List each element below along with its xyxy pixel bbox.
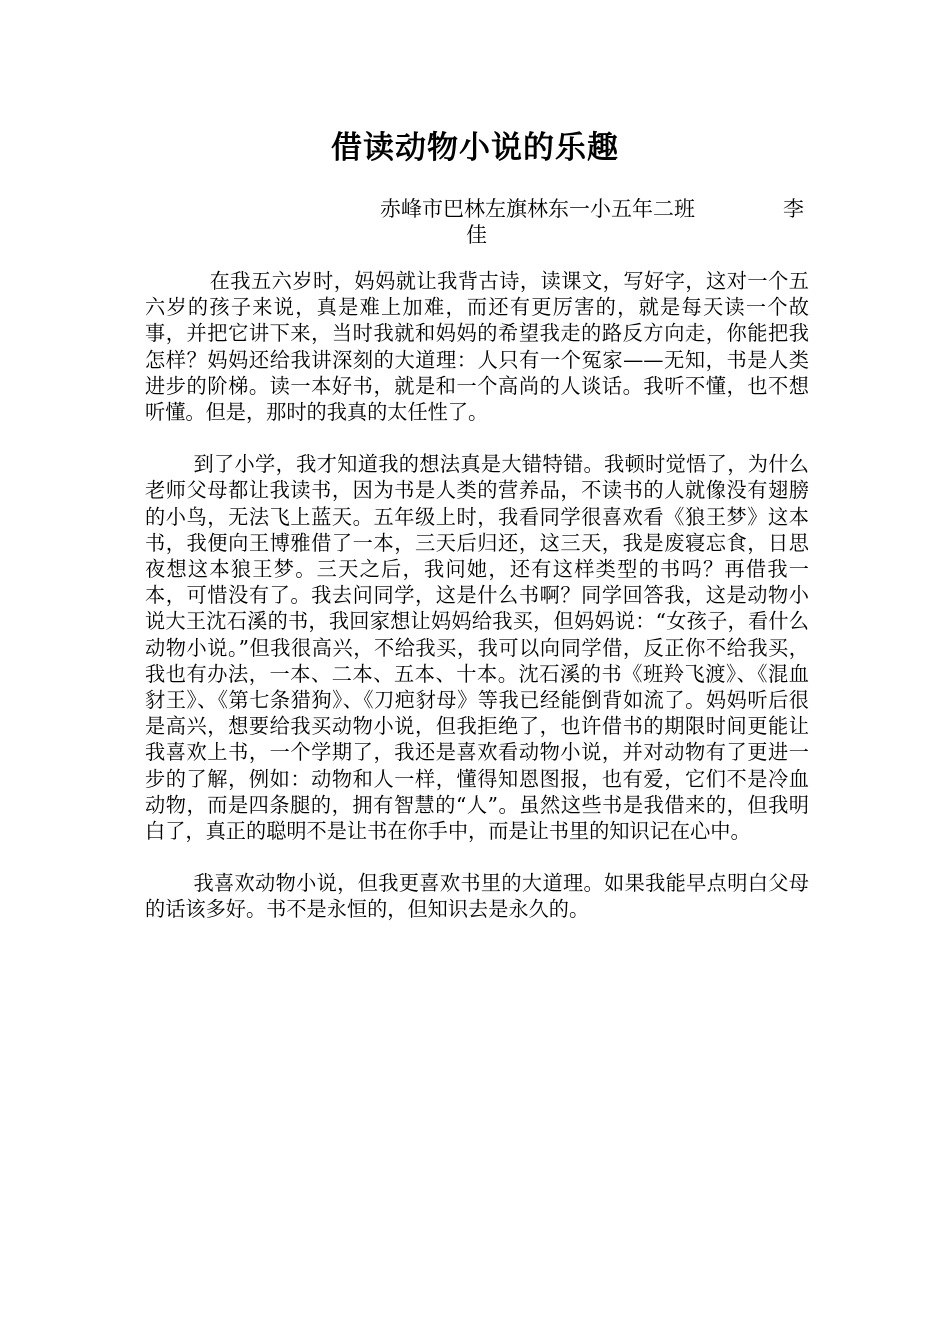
paragraph-1: 在我五六岁时，妈妈就让我背古诗，读课文，写好字，这对一个五六岁的孩子来说，真是难上加难，而还有更厉害的，就是每天读一个故事，并把它讲下来，当时我就和妈妈的希望我走的路反方向走，你能把我怎样？妈妈还给我讲深刻的大道理：人只有一个冤家——无知，书是人类进步的阶梯。读一本好书，就是和一个高尚的人谈话。我听不懂，也不想听懂。但是，那时的我真的太任性了。	[145, 269, 809, 425]
author-byline	[380, 196, 810, 247]
author-name-part1: 李	[783, 197, 804, 221]
paragraph-3: 我喜欢动物小说，但我更喜欢书里的大道理。如果我能早点明白父母的话该多好。书不是永恒的，但知识去是永久的。	[145, 871, 809, 922]
author-name-part2: 佳	[466, 223, 487, 247]
paragraph-2: 到了小学，我才知道我的想法真是大错特错。我顿时觉悟了，为什么老师父母都让我读书，因为书是人类的营养品，不读书的人就像没有翅膀的小鸟，无法飞上蓝天。五年级上时，我看同学很喜欢看《狼王梦》这本书，我便向王博雅借了一本，三天后归还，这三天，我是废寝忘食，日思夜想这本狼王梦。三天之后，我问她，还有这样类型的书吗？再借我一本，可惜没有了。我去问同学，这是什么书啊？同学回答我，这是动物小说大王沈石溪的书，我回家想让妈妈给我买，但妈妈说：“女孩子，看什么动物小说。”但我很高兴，不给我买，我可以向同学借，反正你不给我买，我也有办法，一本、二本、五本、十本。沈石溪的书《班羚飞渡》、《混血豺王》、《第七条猎狗》、《刀疤豺母》等我已经能倒背如流了。妈妈听后很是高兴，想要给我买动物小说，但我拒绝了，也许借书的期限时间更能让我喜欢上书，一个学期了，我还是喜欢看动物小说，并对动物有了更进一步的了解，例如：动物和人一样，懂得知恩图报，也有爱，它们不是冷血动物，而是四条腿的，拥有智慧的“人”。虽然这些书是我借来的，但我明白了，真正的聪明不是让书在你手中，而是让书里的知识记在心中。	[145, 452, 809, 844]
author-school: 赤峰市巴林左旗林东一小五年二班	[380, 197, 695, 221]
page-title: 借读动物小说的乐趣	[331, 130, 619, 166]
article-body	[145, 268, 809, 949]
